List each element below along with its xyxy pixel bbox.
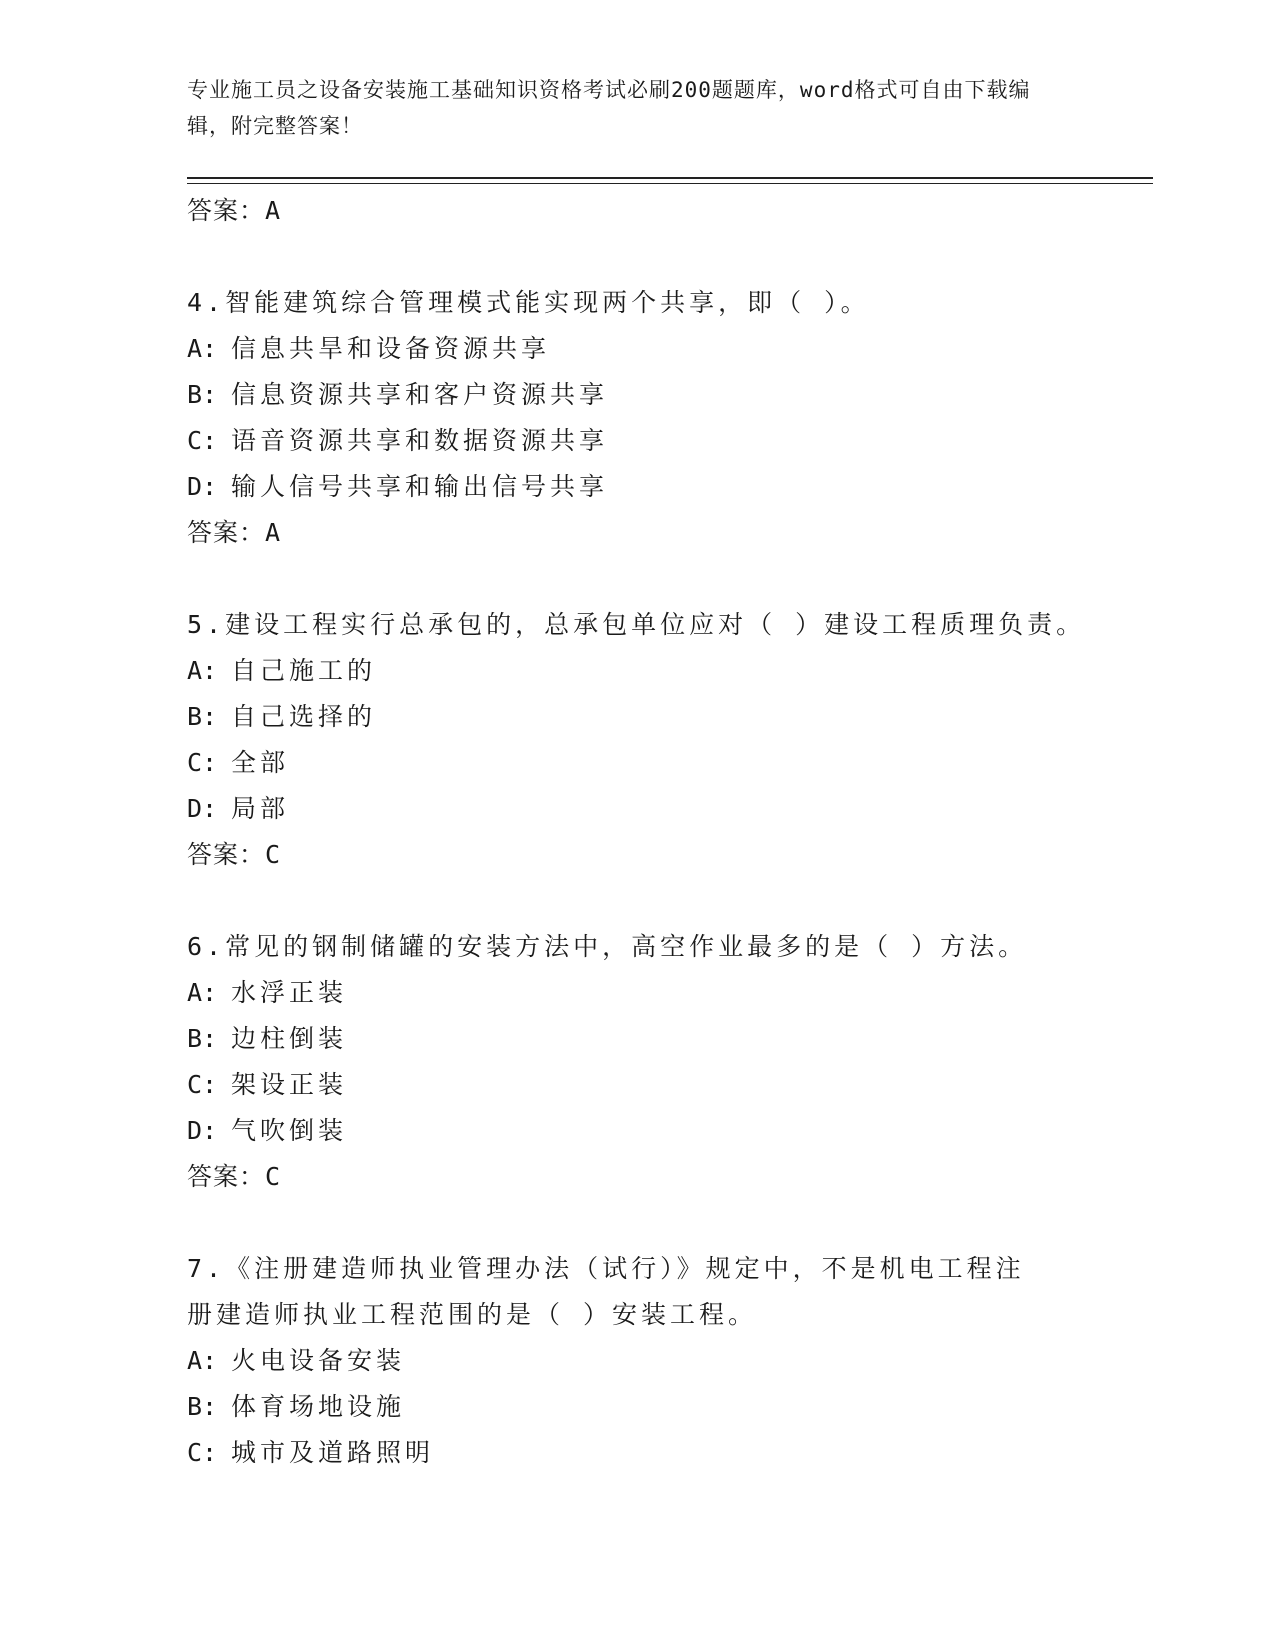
question-text: 6.常见的钢制储罐的安装方法中，高空作业最多的是（ ）方法。 [187, 932, 1028, 961]
answer-line [187, 510, 1087, 556]
option-text: 气吹倒装 [231, 1116, 348, 1145]
option-text: 信息资源共享和客户资源共享 [231, 380, 609, 409]
questions-container [187, 280, 1087, 1476]
option-text: 信息共旱和设备资源共享 [231, 334, 551, 363]
option-text: 边柱倒装 [231, 1024, 348, 1053]
option-letter: A: [187, 978, 218, 1007]
option-b [187, 1384, 1087, 1430]
option-b [187, 694, 1087, 740]
option-text: 自己选择的 [231, 702, 377, 731]
option-a [187, 648, 1087, 694]
option-letter: D: [187, 472, 218, 501]
question-list [187, 188, 1087, 1476]
question-text: 4.智能建筑综合管理模式能实现两个共享，即（ ）。 [187, 288, 870, 317]
answer-label: 答案： [187, 1162, 266, 1191]
option-letter: C: [187, 748, 218, 777]
answer-value: A [265, 196, 282, 225]
option-letter: B: [187, 1024, 218, 1053]
option-letter: B: [187, 702, 218, 731]
answer-line [187, 832, 1087, 878]
option-b [187, 372, 1087, 418]
answer-line [187, 188, 1087, 234]
option-c [187, 418, 1087, 464]
answer-label: 答案： [187, 518, 266, 547]
option-c [187, 1430, 1087, 1476]
answer-label: 答案： [187, 840, 266, 869]
option-letter: C: [187, 1438, 218, 1467]
option-d [187, 1108, 1087, 1154]
option-text: 体育场地设施 [231, 1392, 406, 1421]
option-letter: A: [187, 334, 218, 363]
option-letter: A: [187, 1346, 218, 1375]
option-a [187, 970, 1087, 1016]
answer-value: A [265, 518, 282, 547]
option-letter: B: [187, 380, 218, 409]
option-a [187, 1338, 1087, 1384]
option-letter: C: [187, 426, 218, 455]
answer-value: C [265, 840, 282, 869]
option-text: 架设正装 [231, 1070, 348, 1099]
option-text: 自己施工的 [231, 656, 377, 685]
option-letter: D: [187, 794, 218, 823]
question-text: 5.建设工程实行总承包的，总承包单位应对（ ）建设工程质理负责。 [187, 610, 1086, 639]
header-divider [187, 177, 1153, 179]
option-d [187, 786, 1087, 832]
answer-label: 答案： [187, 196, 266, 225]
option-letter: D: [187, 1116, 218, 1145]
option-text: 输人信号共享和输出信号共享 [231, 472, 609, 501]
option-letter: A: [187, 656, 218, 685]
option-text: 火电设备安装 [231, 1346, 406, 1375]
option-a [187, 326, 1087, 372]
option-b [187, 1016, 1087, 1062]
option-text: 全部 [231, 748, 290, 777]
option-c [187, 740, 1087, 786]
answer-line [187, 1154, 1087, 1200]
option-d [187, 464, 1087, 510]
option-letter: C: [187, 1070, 218, 1099]
option-letter: B: [187, 1392, 218, 1421]
question-text: 7.《注册建造师执业管理办法（试行）》规定中，不是机电工程注册建造师执业工程范围的是（ ）安装工程。 [187, 1254, 1025, 1329]
answer-value: C [265, 1162, 282, 1191]
document-header: 专业施工员之设备安装施工基础知识资格考试必刷200题题库，word格式可自由下载编辑，附完整答案！ [187, 78, 1031, 138]
header-divider-thin [187, 183, 1153, 184]
option-text: 城市及道路照明 [231, 1438, 435, 1467]
option-text: 水浮正装 [231, 978, 348, 1007]
option-text: 语音资源共享和数据资源共享 [231, 426, 609, 455]
option-c [187, 1062, 1087, 1108]
option-text: 局部 [231, 794, 290, 823]
